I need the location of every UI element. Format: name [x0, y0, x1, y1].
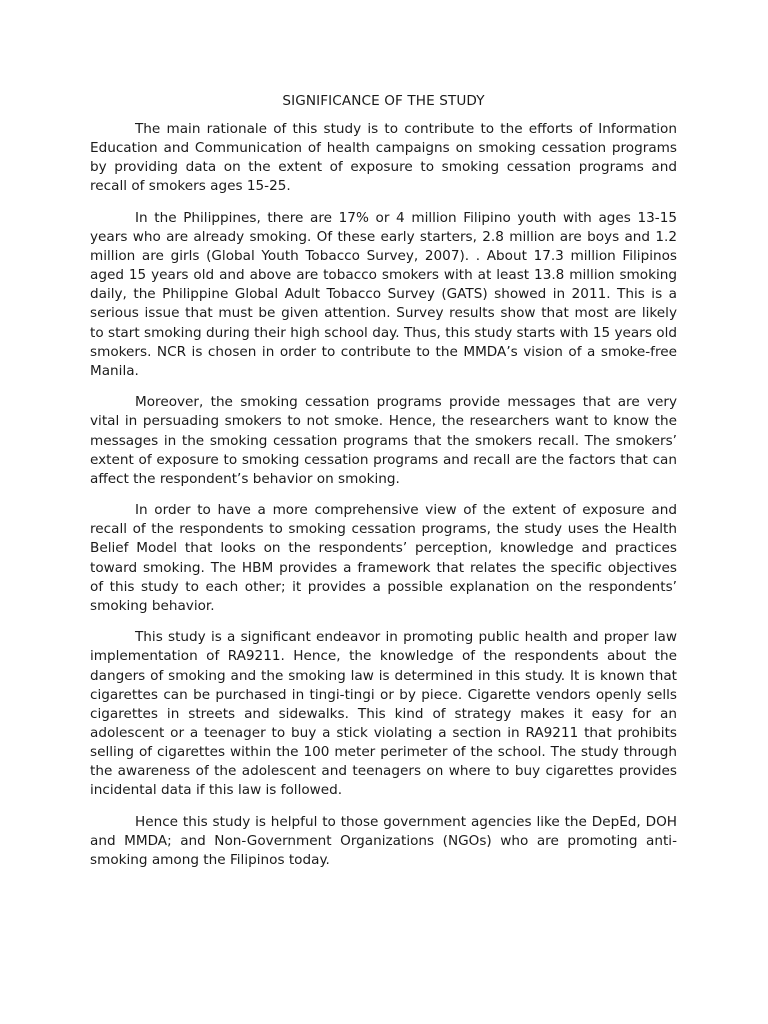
paragraph-beneficiaries: Hence this study is helpful to those government agencies like the DepEd, DOH and MMDA; and Non-Government Organizations (NGOs) who are promoting anti-smoking among the Filipinos today.: [90, 813, 677, 868]
document-body: [90, 92, 677, 882]
section-title: SIGNIFICANCE OF THE STUDY: [282, 93, 485, 109]
paragraph-philippines-statistics: In the Philippines, there are 17% or 4 million Filipino youth with ages 13-15 years who are already smoking. Of these early starters, 2.8 million are boys and 1.2 million are girls (Global Youth Tobacco Survey, 2007). . About 17.3 million Filipinos aged 15 years old and above are tobacco smokers with at least 13.8 million smoking daily, the Philippine Global Adult Tobacco Survey (GATS) showed in 2011. This is a serious issue that must be given attention. Survey results show that most are likely to start smoking during their high school day. Thus, this study starts with 15 years old smokers. NCR is chosen in order to contribute to the MMDA’s vision of a smoke-free Manila.: [90, 209, 677, 379]
paragraph-ra9211-law: This study is a significant endeavor in promoting public health and proper law implementation of RA9211. Hence, the knowledge of the respondents about the dangers of smoking and the smoking law is determined in this study. It is known that cigarettes can be purchased in tingi-tingi or by piece. Cigarette vendors openly sells cigarettes in streets and sidewalks. This kind of strategy makes it easy for an adolescent or a teenager to buy a stick violating a section in RA9211 that prohibits selling of cigarettes within the 100 meter perimeter of the school. The study through the awareness of the adolescent and teenagers on where to buy cigarettes provides incidental data if this law is followed.: [90, 629, 677, 799]
paragraph-rationale: The main rationale of this study is to contribute to the efforts of Information Education and Communication of health campaigns on smoking cessation programs by providing data on the extent of exposure to smoking cessation programs and recall of smokers ages 15-25.: [90, 121, 677, 195]
paragraph-cessation-messages: Moreover, the smoking cessation programs provide messages that are very vital in persuading smokers to not smoke. Hence, the researchers want to know the messages in the smoking cessation programs that the smokers recall. The smokers’ extent of exposure to smoking cessation programs and recall are the factors that can affect the respondent’s behavior on smoking.: [90, 394, 677, 487]
paragraph-health-belief-model: In order to have a more comprehensive view of the extent of exposure and recall of the respondents to smoking cessation programs, the study uses the Health Belief Model that looks on the respondents’ perception, knowledge and practices toward smoking. The HBM provides a framework that relates the specific objectives of this study to each other; it provides a possible explanation on the respondents’ smoking behavior.: [90, 502, 677, 614]
